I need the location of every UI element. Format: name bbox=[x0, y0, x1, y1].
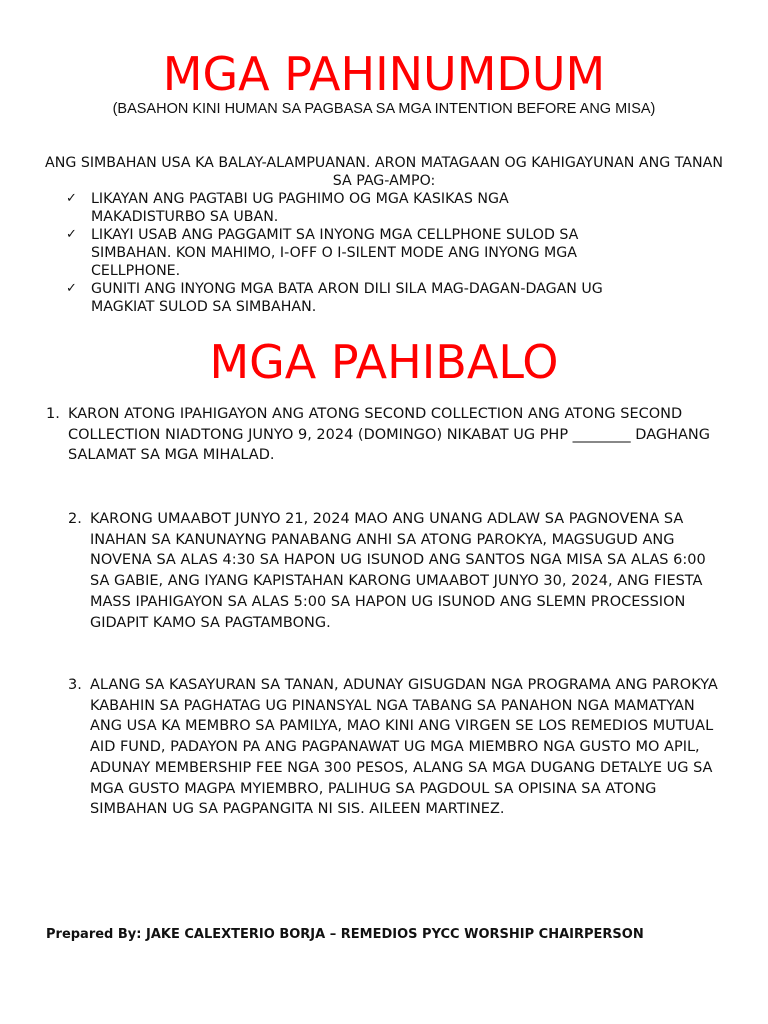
check-icon: ✓ bbox=[66, 281, 77, 296]
reminders-checklist bbox=[66, 190, 626, 316]
reminders-intro: ANG SIMBAHAN USA KA BALAY-ALAMPUANAN. ARON MATAGAAN OG KAHIGAYUNAN ANG TANAN SA PAG-AMPO: bbox=[45, 155, 723, 189]
announcement-text: KARON ATONG IPAHIGAYON ANG ATONG SECOND COLLECTION ANG ATONG SECOND COLLECTION NIADTONG JUNYO 9, 2024 (DOMINGO) NIKABAT UG PHP ________ DAGHANG SALAMAT SA MGA MIHALAD. bbox=[68, 406, 711, 464]
announcement-item bbox=[68, 675, 728, 820]
announcement-text: KARONG UMAABOT JUNYO 21, 2024 MAO ANG UNANG ADLAW SA PAGNOVENA SA INAHAN SA KANUNAYNG PANABANG ANHI SA ATONG PAROKYA, MAGSUGUD ANG NOVENA SA ALAS 4:30 SA HAPON UG ISUNOD ANG SANTOS NGA MISA SA ALAS 6:00 SA GABIE, ANG IYANG KAPISTAHAN KARONG UMAABOT JUNYO 30, 2024, ANG FIESTA MASS IPAHIGAYON SA ALAS 5:00 SA HAPON UG ISUNOD ANG SLEMN PROCESSION GIDAPIT KAMO SA PAGTAMBONG. bbox=[90, 511, 706, 631]
announcement-number: 2. bbox=[68, 511, 82, 527]
announcement-number: 3. bbox=[68, 677, 82, 693]
checklist-item bbox=[66, 226, 626, 280]
reminders-subtitle: (BASAHON KINI HUMAN SA PAGBASA SA MGA INTENTION BEFORE ANG MISA) bbox=[112, 101, 656, 117]
check-icon: ✓ bbox=[66, 191, 77, 206]
checklist-item-text: GUNITI ANG INYONG MGA BATA ARON DILI SILA MAG-DAGAN-DAGAN UG MAGKIAT SULOD SA SIMBAHAN. bbox=[91, 281, 603, 315]
checklist-item-text: LIKAYI USAB ANG PAGGAMIT SA INYONG MGA CELLPHONE SULOD SA SIMBAHAN. KON MAHIMO, I-OFF O I-SILENT MODE ANG INYONG MGA CELLPHONE. bbox=[91, 227, 579, 279]
announcement-item bbox=[46, 404, 726, 466]
reminders-title: MGA PAHINUMDUM bbox=[162, 47, 606, 101]
checklist-item-text: LIKAYAN ANG PAGTABI UG PAGHIMO OG MGA KASIKAS NGA MAKADISTURBO SA UBAN. bbox=[91, 191, 509, 225]
announcement-item bbox=[68, 509, 728, 633]
checklist-item bbox=[66, 280, 626, 316]
announcement-number: 1. bbox=[46, 406, 60, 422]
prepared-by-footer: Prepared By: JAKE CALEXTERIO BORJA – REMEDIOS PYCC WORSHIP CHAIRPERSON bbox=[46, 927, 644, 942]
announcements-title: MGA PAHIBALO bbox=[209, 335, 559, 389]
checklist-item bbox=[66, 190, 626, 226]
check-icon: ✓ bbox=[66, 227, 77, 242]
announcement-text: ALANG SA KASAYURAN SA TANAN, ADUNAY GISUGDAN NGA PROGRAMA ANG PAROKYA KABAHIN SA PAGHATAG UG PINANSYAL NGA TABANG SA PANAHON NGA MAMATYAN ANG USA KA MEMBRO SA PAMILYA, MAO KINI ANG VIRGEN SE LOS REMEDIOS MUTUAL AID FUND, PADAYON PA ANG PAGPANAWAT UG MGA MIEMBRO NGA GUSTO MO APIL, ADUNAY MEMBERSHIP FEE NGA 300 PESOS, ALANG SA MGA DUGANG DETALYE UG SA MGA GUSTO MAGPA MYIEMBRO, PALIHUG SA PAGDOUL SA OPISINA SA ATONG SIMBAHAN UG SA PAGPANGITA NI SIS. AILEEN MARTINEZ. bbox=[90, 677, 718, 818]
